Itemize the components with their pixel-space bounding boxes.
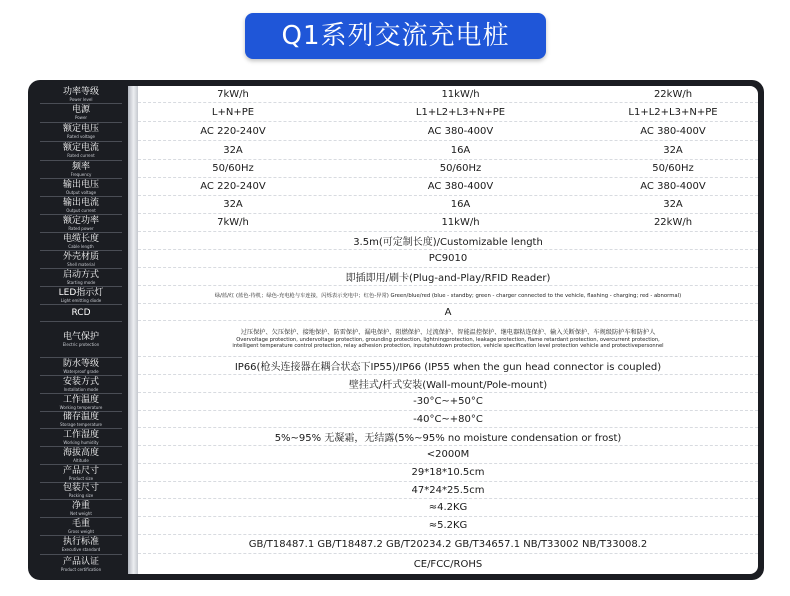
cell: 29*18*10.5cm [411, 467, 485, 478]
label-en: Frequency [70, 171, 92, 177]
label-cn: 电源 [71, 105, 90, 115]
row-standard [138, 535, 758, 554]
label-en: Storage temperature [59, 422, 103, 427]
cell: AC 380-400V [427, 125, 494, 137]
cell: 11kW/h [441, 88, 480, 100]
label-en: Output current [66, 207, 96, 213]
protection-cn: 过压保护、欠压保护、接地保护、防雷保护、漏电保护、阻燃保护、过流保护、智能温控保护、继电器粘连保护、输入关断保护、车规级防护车和防护人 [240, 329, 656, 336]
label-cell [34, 286, 128, 304]
cell: ≈4.2KG [428, 502, 468, 513]
cell: 50/60Hz [212, 163, 254, 174]
label-cell [34, 411, 128, 428]
row-storage-temp [138, 411, 758, 428]
label-cn: 毛重 [71, 518, 90, 529]
label-en: Rated current [67, 153, 95, 158]
protection-en-2: intelligent temperature control protection, relay adhesion protection, inputshutdown protection, vehicle specification level protection vehicle and protectivepersonnel [232, 343, 664, 349]
row-output-current [138, 196, 758, 214]
label-cell [34, 535, 128, 554]
cell: 壁挂式/杆式安装(Wall-mount/Pole-mount) [348, 380, 548, 391]
label-en: Product size [68, 475, 94, 481]
label-cell [34, 250, 128, 268]
row-installation [138, 375, 758, 393]
label-en: Executive standard [61, 547, 101, 552]
cell: 3.5m(可定制长度)/Customizable length [353, 237, 543, 248]
label-en: Shell material [67, 261, 95, 267]
cell: L1+L2+L3+N+PE [415, 106, 506, 118]
label-cell [34, 141, 128, 160]
row-frequency [138, 160, 758, 178]
label-cell [34, 268, 128, 286]
label-cn: 外壳材质 [62, 251, 99, 262]
label-cn: 输出电压 [62, 179, 99, 190]
label-cn: 安装方式 [62, 376, 99, 387]
label-en: Packing size [68, 493, 94, 498]
cell: 50/60Hz [439, 163, 482, 174]
cell: 7kW/h [217, 217, 249, 228]
label-cn: 功率等级 [62, 87, 99, 97]
label-en: Rated voltage [67, 134, 95, 139]
cell: AC 380-400V [640, 125, 706, 137]
label-cn: 产品尺寸 [62, 465, 99, 476]
row-waterproof [138, 357, 758, 375]
label-cell [34, 499, 128, 517]
cell: 32A [663, 144, 683, 156]
label-cell [34, 393, 128, 411]
spec-panel [28, 80, 764, 580]
cell: L1+L2+L3+N+PE [628, 106, 718, 118]
cell: AC 380-400V [640, 181, 706, 192]
label-cn: 产品认证 [62, 556, 99, 567]
cell: PC9010 [428, 253, 468, 264]
label-cn: 海拔高度 [62, 447, 99, 458]
cell: 7kW/h [217, 88, 249, 100]
row-rated-power [138, 214, 758, 232]
label-cn: 额定电流 [62, 143, 99, 153]
label-cn: 电气保护 [62, 331, 99, 342]
label-en: Waterproof grade [63, 368, 99, 374]
cell: 16A [450, 199, 471, 210]
row-protection [138, 321, 758, 357]
label-cell [34, 304, 128, 321]
label-cn: 净重 [71, 500, 90, 511]
row-output-voltage [138, 178, 758, 196]
cell: 32A [223, 144, 243, 156]
metal-strip [128, 86, 138, 574]
label-cell [34, 517, 128, 535]
cell: 11kW/h [441, 217, 480, 228]
cell: AC 220-240V [200, 181, 266, 192]
label-en: Working temperature [59, 404, 103, 410]
row-power [138, 103, 758, 122]
label-cn: 储存温度 [62, 412, 99, 422]
label-cell [34, 375, 128, 393]
spec-table [138, 86, 758, 574]
cell: AC 380-400V [427, 181, 494, 192]
row-packing-size [138, 482, 758, 499]
row-working-temp [138, 393, 758, 411]
label-en: Cable length [68, 243, 94, 249]
cell: AC 220-240V [200, 125, 266, 137]
cell: L+N+PE [211, 106, 255, 118]
row-rated-current [138, 141, 758, 160]
cell: 32A [663, 199, 683, 210]
cell: ≈5.2KG [428, 520, 468, 531]
label-cell [34, 232, 128, 250]
label-en: Installation mode [63, 386, 99, 392]
row-net-weight [138, 499, 758, 517]
label-cell [34, 446, 128, 464]
cell: CE/FCC/ROHS [413, 558, 483, 570]
cell: GB/T18487.1 GB/T18487.2 GB/T20234.2 GB/T34657.1 NB/T33002 NB/T33008.2 [248, 538, 648, 550]
row-shell-material [138, 250, 758, 268]
label-en: Altitude [73, 457, 89, 463]
label-cn: 防水等级 [62, 358, 99, 369]
page-title: Q1系列交流充电桩 [245, 13, 546, 59]
row-starting-mode [138, 268, 758, 286]
label-cn: 启动方式 [62, 269, 99, 280]
cell: A [444, 306, 452, 318]
row-led [138, 286, 758, 304]
cell: -30°C~+50°C [413, 396, 483, 407]
protection-cell [138, 321, 758, 356]
row-humidity [138, 428, 758, 446]
label-en: Output voltage [65, 189, 97, 195]
row-rcd [138, 304, 758, 321]
cell: 5%~95% 无凝霜，无结露(5%~95% no moisture condensation or frost) [274, 433, 622, 444]
label-cn: LED指示灯 [58, 287, 104, 298]
row-gross-weight [138, 517, 758, 535]
label-cn: 电缆长度 [62, 233, 99, 244]
label-cell [34, 554, 128, 574]
cell: 16A [450, 144, 471, 156]
cell: IP66(枪头连接器在耦合状态下IP55)/IP66 (IP55 when the gun head connector is coupled) [234, 362, 662, 373]
label-en: Electric protection [62, 341, 100, 347]
label-en: Gross weight [67, 528, 95, 534]
label-cell [34, 464, 128, 482]
cell: 50/60Hz [652, 163, 694, 174]
label-cn: 工作温度 [62, 394, 99, 405]
label-cell [34, 86, 128, 103]
label-cell [34, 160, 128, 178]
label-cell [34, 214, 128, 232]
label-cn: 频率 [71, 161, 90, 172]
label-cell [34, 103, 128, 122]
cell: 32A [223, 199, 243, 210]
cell: 即插即用/刷卡(Plug-and-Play/RFID Reader) [345, 273, 551, 284]
label-column [34, 86, 128, 574]
label-cell [34, 357, 128, 375]
label-cn: 额定功率 [62, 215, 99, 226]
row-product-size [138, 464, 758, 482]
label-cell [34, 321, 128, 357]
label-cell [34, 482, 128, 499]
label-cn: RCD [71, 307, 91, 318]
cell: 22kW/h [653, 88, 693, 100]
row-rated-voltage [138, 122, 758, 141]
label-cn: 额定电压 [62, 124, 99, 134]
cell: 22kW/h [653, 217, 693, 228]
cell: -40°C~+80°C [413, 413, 483, 425]
label-en: Product certification [60, 566, 102, 572]
label-en: Rated power [68, 225, 94, 231]
label-en: Starting mode [66, 279, 96, 285]
label-en: Net weight [70, 510, 92, 516]
label-cn: 工作湿度 [62, 429, 99, 440]
label-cell [34, 178, 128, 196]
label-en: Power [74, 115, 88, 120]
label-cn: 输出电流 [62, 197, 99, 208]
row-cable-length [138, 232, 758, 250]
label-en: Light emitting diode [60, 297, 102, 303]
label-en: Working humidity [63, 439, 99, 445]
cell: 47*24*25.5cm [411, 484, 485, 496]
label-cell [34, 122, 128, 141]
row-altitude [138, 446, 758, 464]
label-cell [34, 428, 128, 446]
label-cell [34, 196, 128, 214]
label-cn: 包装尺寸 [62, 483, 99, 493]
row-certification [138, 554, 758, 574]
label-en: Power level [69, 97, 93, 102]
row-power-level [138, 86, 758, 103]
label-cn: 执行标准 [62, 537, 99, 547]
protection-en-1: Overvoltage protection, undervoltage protection, grounding protection, lightningprotection, leakage protection, flame retardant protection, overcurrent protection, [236, 337, 660, 343]
cell: <2000M [426, 449, 470, 460]
cell: 绿/蓝/红 (蓝色-待机；绿色-充电枪与车连接，闪烁表示充电中；红色-异常) Green/blue/red (blue - standby; green - charger connected to the vehicle, flashing - charging; red - abnormal) [214, 292, 682, 299]
